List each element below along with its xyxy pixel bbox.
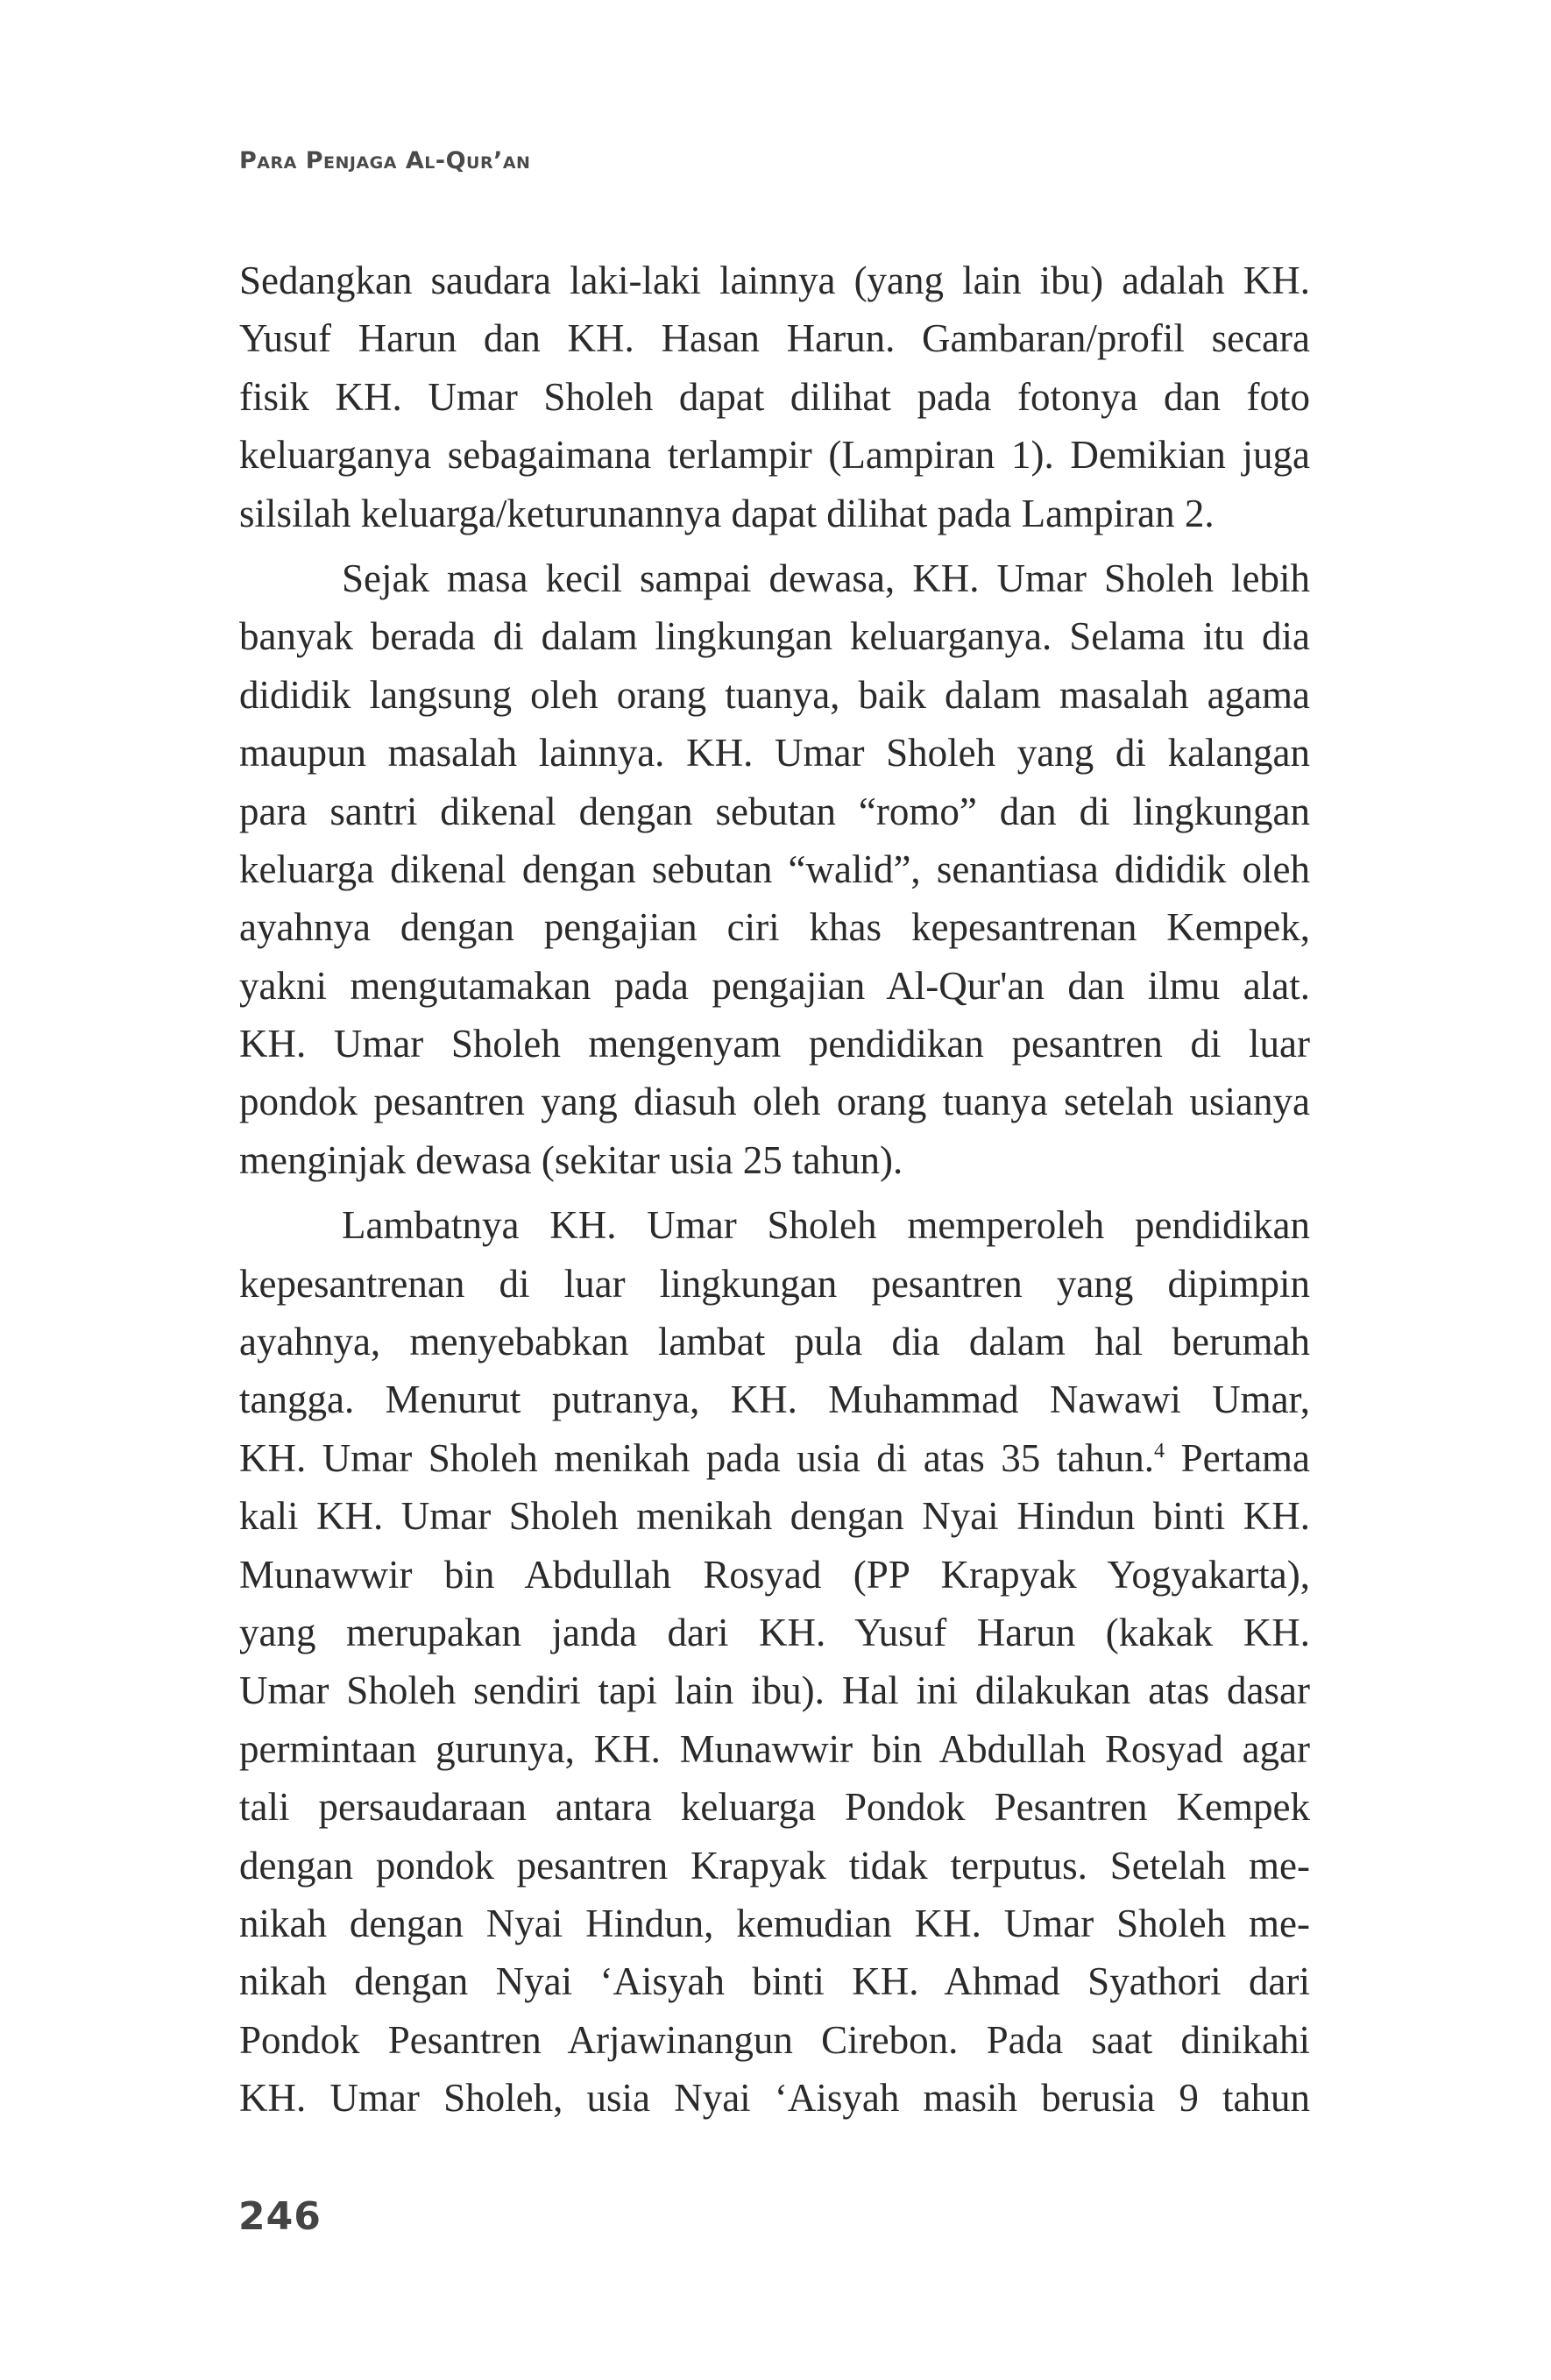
running-header: Para Penjaga Al-Qur’an (239, 147, 531, 174)
text-line: ayahnya dengan pengajian ciri khas kepesantrenan Kempek, (239, 905, 1310, 950)
text-line: kali KH. Umar Sholeh menikah dengan Nyai Hindun binti KH. (239, 1494, 1310, 1539)
text-line: yakni mengutamakan pada pengajian Al-Qur'an dan ilmu alat. (239, 963, 1310, 1008)
text-line: Lambatnya KH. Umar Sholeh memperoleh pendidikan (342, 1203, 1310, 1248)
text-line: kepesantrenan di luar lingkungan pesantren yang dipimpin (239, 1261, 1310, 1306)
text-line: nikah dengan Nyai Hindun, kemudian KH. Umar Sholeh me- (239, 1901, 1310, 1945)
text-segment: KH. Umar Sholeh menikah pada usia di atas 35 tahun. (239, 1435, 1155, 1480)
text-line-with-footnote (239, 1429, 1310, 1487)
paragraph-1 (239, 251, 1310, 542)
text-line: pondok pesantren yang diasuh oleh orang tuanya setelah usianya (239, 1080, 1310, 1124)
page-number: 246 (238, 2194, 322, 2239)
text-line: banyak berada di dalam lingkungan keluarganya. Selama itu dia (239, 614, 1310, 659)
text-segment: Pertama (1165, 1435, 1311, 1480)
text-line: tangga. Menurut putranya, KH. Muhammad Nawawi Umar, (239, 1378, 1310, 1422)
text-line: keluarganya sebagaimana terlampir (Lampiran 1). Demikian juga (239, 433, 1310, 478)
text-line: Yusuf Harun dan KH. Hasan Harun. Gambaran/profil secara (239, 316, 1310, 361)
text-line: Sedangkan saudara laki-laki lainnya (yang lain ibu) adalah KH. (239, 259, 1310, 302)
text-line: fisik KH. Umar Sholeh dapat dilihat pada fotonya dan foto (239, 374, 1310, 419)
text-line: Munawwir bin Abdullah Rosyad (PP Krapyak Yogyakarta), (239, 1552, 1310, 1597)
text-line: dengan pondok pesantren Krapyak tidak terputus. Setelah me- (239, 1843, 1310, 1888)
text-line: ayahnya, menyebabkan lambat pula dia dalam hal berumah (239, 1320, 1310, 1364)
text-line: Umar Sholeh sendiri tapi lain ibu). Hal ini dilakukan atas dasar (239, 1668, 1310, 1713)
text-line: Pondok Pesantren Arjawinangun Cirebon. Pada saat dinikahi (239, 2017, 1310, 2062)
text-line: tali persaudaraan antara keluarga Pondok Pesantren Kempek (239, 1785, 1310, 1830)
text-line: Sejak masa kecil sampai dewasa, KH. Umar Sholeh lebih (342, 556, 1310, 600)
text-line: KH. Umar Sholeh mengenyam pendidikan pesantren di luar (239, 1022, 1310, 1066)
text-line: permintaan gurunya, KH. Munawwir bin Abdullah Rosyad agar (239, 1726, 1310, 1771)
footnote-marker[interactable]: 4 (1154, 1439, 1165, 1463)
text-line: maupun masalah lainnya. KH. Umar Sholeh yang di kalangan (239, 731, 1310, 776)
paragraph-3 (239, 1196, 1310, 2127)
paragraph-2 (239, 549, 1310, 1189)
text-line: KH. Umar Sholeh, usia Nyai ‘Aisyah masih berusia 9 tahun (239, 2076, 1310, 2121)
text-line: menginjak dewasa (sekitar usia 25 tahun). (239, 1137, 903, 1182)
text-line: yang merupakan janda dari KH. Yusuf Harun (kakak KH. (239, 1610, 1310, 1654)
body-text (239, 251, 1310, 2128)
text-line: keluarga dikenal dengan sebutan “walid”, senantiasa dididik oleh (239, 846, 1310, 891)
text-line: dididik langsung oleh orang tuanya, baik dalam masalah agama (239, 672, 1310, 717)
text-line: silsilah keluarga/keturunannya dapat dilihat pada Lampiran 2. (239, 491, 1215, 535)
text-line: nikah dengan Nyai ‘Aisyah binti KH. Ahmad Syathori dari (239, 1959, 1310, 2004)
text-line: para santri dikenal dengan sebutan “romo” dan di lingkungan (239, 789, 1310, 833)
